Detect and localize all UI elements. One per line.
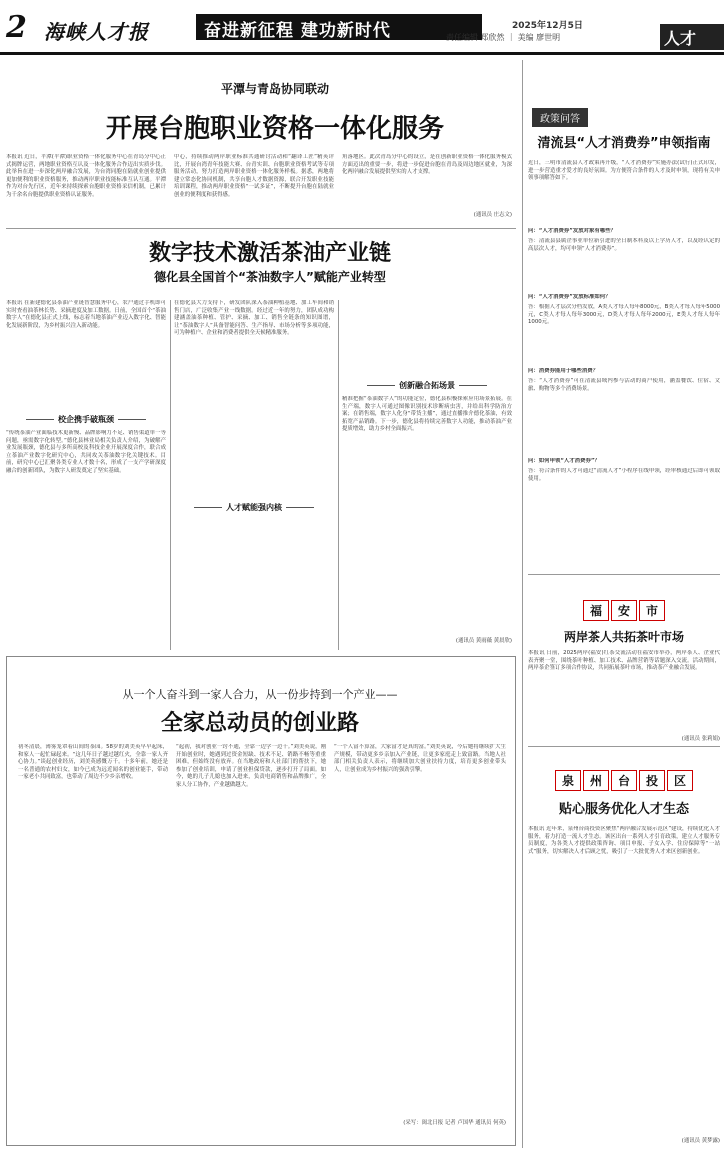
issue-date: 2025年12月5日 <box>512 21 583 31</box>
section-label: 人才 <box>660 24 724 50</box>
article2-byline: (通讯员 黄雨薇 黄晨欣) <box>455 638 512 644</box>
header-rule <box>0 52 724 55</box>
page-header <box>0 0 724 56</box>
divider <box>170 300 171 650</box>
column-divider <box>522 60 523 1148</box>
article1-byline: (通讯员 庄志文) <box>473 212 512 218</box>
policy-qa-tag: 政策问答 <box>532 108 588 127</box>
qa-question-4: 问：如何申领“人才消费券”？ <box>528 458 600 464</box>
article2-intro: 本报讯 在新建德化县茶油产业链智慧服务中心，农户通过手机即可实时查看油茶林长势、采摘进度及加工数据。日前，全国首个“茶油数字人”在德化县正式上线，标志着当地茶油产业迈入数字化、智能化发展新阶段，为乡村振兴注入新动能。 <box>6 300 166 329</box>
article2-body2: 在德化县大力支持下，研发团队深入茶油种植基地、加工车间和销售门店，广泛收集产业一线数据。经过近一年的努力，团队成功构建涵盖油茶种植、管护、采摘、加工、销售全链条的知识图谱，让“茶油数字人”具备智能问答、生产指导、市场分析等多项功能，可为种植户、企业和消费者提供全天候精准服务。 <box>174 300 334 337</box>
qa-question-2: 问：“人才消费券”发放标准如何？ <box>528 294 611 300</box>
article3-col3: “一个人富不算富，大家富才是真的富。”刘美英说，今后她将继续扩大生产规模，带动更多乡亲加入产业链，让更多家庭走上致富路。当地人社部门相关负责人表示，将继续加大创业扶持力度，培育更多创业带头人，让创业成为乡村振兴的强劲引擎。 <box>334 744 506 773</box>
article1-col3: 角落地区。此次青岛分中心的设立，是在创新职业资格一体化服务模式方面迈出的重要一步，将进一步促进台胞在青岛及周边地区就业，为深化两岸融合发展提供坚实的人才支撑。 <box>342 154 512 176</box>
region-char: 区 <box>667 770 693 791</box>
region-tag-quanzhou <box>528 770 720 791</box>
article3-kicker: 从一个人奋斗到一家人合力，从一份步持到一个产业—— <box>122 688 398 701</box>
qa-answer-4: 答：符合条件的人才可通过“清流人才”小程序在线申领，经审核通过后即可领取使用。 <box>528 468 720 482</box>
article2-body1: “传统茶油产业面临技术更新慢、品牌影响力不足、销售渠道单一等问题，亟需数字化转型。”德化县林业局相关负责人介绍，为破解产业发展瓶颈，德化县与多所高校及科技企业开展深度合作，联合成立茶油产业数字化研究中心，共同攻关茶油数字化关键技术。目前，研究中心已汇聚各类专业人才数十名，形成了一支产学研深度融合的创新团队，为数字人研发奠定了坚实基础。 <box>6 430 166 474</box>
qa-intro: 近日，三明市清流县人才政策再升级，“人才消费券”实施办法(试行)正式印发，进一步营造重才爱才的良好氛围。为方便符合条件的人才及时申领，现将有关申领事项解答如下。 <box>528 160 720 182</box>
region-tag-fuan <box>528 600 720 621</box>
region-char: 台 <box>611 770 637 791</box>
divider <box>338 300 339 650</box>
editor-credits: 责任编辑 郑欣然 ｜ 美编 廖世明 <box>446 33 561 42</box>
news1-title: 两岸茶人共拓茶叶市场 <box>563 630 684 644</box>
article1-col2: 中心，持续推动两岸职业标准共通研讨活动和“翻译工匠”精英评比，开展台湾青年技能大赛、台青实训、台胞职业资格考试等专项服务活动，努力打造两岸职业资格一体化服务样板。据悉，两地将建立常态化协同机制，共享台胞人才数据资源，联合开发职业技能培训课程，推动两岸职业资格“一试多证”，不断提升台胞在陆就业创业的便利度和获得感。 <box>174 154 334 198</box>
article2-subhead1: 校企携手破瓶颈 <box>6 414 166 425</box>
divider <box>528 746 720 747</box>
qa-answer-2: 答：根据人才层次分档发放，A类人才每人每年8000元，B类人才每人每年5000元，C类人才每人每年3000元，D类人才每人每年2000元，E类人才每人每年1000元。 <box>528 304 720 326</box>
article2-subtitle: 德化县全国首个“茶油数字人”赋能产业转型 <box>154 270 386 284</box>
qa-title: 清流县“人才消费券”申领指南 <box>537 136 711 151</box>
article1-title: 开展台胞职业资格一体化服务 <box>105 114 444 144</box>
slogan-banner: 奋进新征程 建功新时代 <box>196 14 482 40</box>
region-char: 州 <box>583 770 609 791</box>
news2-body: 本报讯 近年来，泉州台商投资区聚焦“两岸融合发展示范区”建设，持续优化人才服务，着力打造一流人才生态。该区出台一系列人才引育政策，建立人才服务专员制度，为各类人才提供政策咨询、项目申报、子女入学、住房保障等“一站式”服务，切实解决人才后顾之忧，吸引了一大批优秀人才来区创新创业。 <box>528 826 720 855</box>
article1-col1: 本报讯 近日，平潭(平潭)职业资格一体化服务中心在青岛分中心正式揭牌运营，两地职业资格互认及一体化服务合作迈出实质步伐。此举旨在进一步深化两岸融合发展，为台湾同胞在陆就业创业提供更加便利的职业资格服务，推动两岸职业技能标准互认互通。平潭作为对台先行区，近年来持续探索台胞职业资格采信机制，已累计为千余名台胞提供职业资格认证服务。 <box>6 154 166 198</box>
region-char: 市 <box>639 600 665 621</box>
article2-subhead2: 人才赋能强内核 <box>174 502 334 513</box>
news2-title: 贴心服务优化人才生态 <box>558 802 689 817</box>
region-char: 福 <box>583 600 609 621</box>
paper-name: 海峡人才报 <box>44 20 149 44</box>
article2-subhead3: 创新融合拓场景 <box>342 380 512 391</box>
article2-body2-cont <box>174 518 334 650</box>
qa-question-3: 问：消费券能用于哪些消费？ <box>528 368 599 374</box>
article3-byline: (采写：闽北日报 记者 卢国华 通讯员 何英) <box>403 1120 506 1126</box>
news1-body: 本报讯 日前，2025两岸(福安)红茶交流活动在福安市举办，两岸茶人、企业代表齐聚一堂，围绕茶叶种植、加工技术、品牌营销等话题深入交流。活动期间，两岸茶企签订多项合作协议，共同拓展茶叶市场，推动茶产业融合发展。 <box>528 650 720 672</box>
region-char: 安 <box>611 600 637 621</box>
article2-body3: 精准把握“茶油数字人”的功能定位，德化县积极探索应用场景拓展。在生产端，数字人可通过图像识别技术诊断病虫害，并给出科学防治方案；在销售端，数字人化身“带货主播”，通过直播推介德化茶油，有效拓宽产品销路。下一步，德化县将持续完善数字人功能，推动茶油产业提质增效，助力乡村全面振兴。 <box>342 396 512 433</box>
article2-title: 数字技术激活茶油产业链 <box>148 240 391 266</box>
article1-kicker: 平潭与青岛协同联动 <box>220 82 329 96</box>
divider <box>528 574 720 575</box>
region-char: 泉 <box>555 770 581 791</box>
divider <box>6 228 516 229</box>
article3-title: 全家总动员的创业路 <box>160 710 359 736</box>
article3-col1: 初冬清晨，薄雾笼罩着山间的茶园。58岁的刘美英早早起床，和家人一起忙碌起来。“这几年日子越过越红火，全靠一家人齐心协力。”谈起创业经历，刘美英感慨万千。十多年前，她还是一名普通的农村妇女，如今已成为远近闻名的创业能手，带动一家老小共同致富，也带动了周边不少乡亲增收。 <box>18 744 168 781</box>
qa-answer-1: 答：清流县县属企事业单位新引进的全日制本科及以上学历人才，以及经认定的高层次人才，均可申领“人才消费券”。 <box>528 238 720 252</box>
news1-byline: (通讯员 张莉娟) <box>681 736 720 742</box>
qa-question-1: 问：“人才消费券”发放对象有哪些？ <box>528 228 616 234</box>
qa-answer-3: 答：“人才消费券”可在清流县域内参与活动的商户使用，涵盖餐饮、住宿、文旅、购物等多个消费场景。 <box>528 378 720 392</box>
page-number: 2 <box>6 10 27 45</box>
article3-col2: “起初，我对创业一窍不通，全靠一边学一边干。”刘美英说，刚开始创业时，她遇到过资金短缺、技术不足、销路不畅等重重困难，但始终没有放弃。在当地政府和人社部门的帮扶下，她参加了创业培训，申请了创业担保贷款，逐步打开了局面。如今，她的儿子儿媳也加入进来，负责电商销售和品牌推广，全家人分工协作，产业越做越大。 <box>176 744 326 788</box>
region-char: 投 <box>639 770 665 791</box>
news2-byline: (通讯员 黄梦露) <box>681 1138 720 1144</box>
